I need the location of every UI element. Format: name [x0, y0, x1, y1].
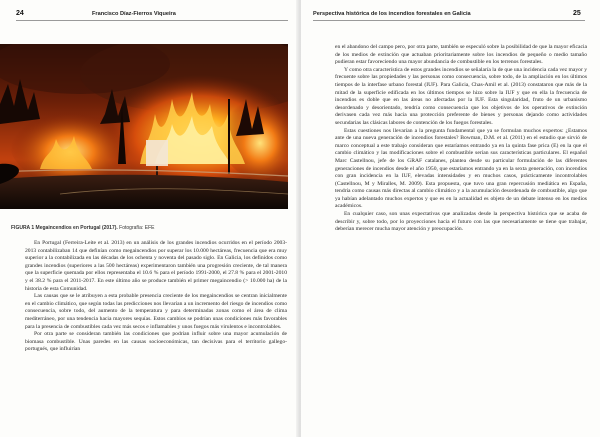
page-number-left: 24: [16, 10, 24, 17]
left-body-text: [25, 240, 287, 354]
paragraph: En Portugal (Ferreira-Leite et al. 2013) en un análisis de los grandes incendios ocurridos en el período 2003-2013 contabilizaban 14 que definían como megaincendios por superar los 10.000 hectáreas, frecuencia que era muy superior a la contabilizada en las décadas de los ochenta y noventa del pasado siglo. En Galicia, los definidos como grandes incendios (superiores a las 500 hectáreas) experimentaron también una progresión creciente, de tal manera que la superficie quemada por ellos representaba el 10.6 % para el período 1991-2000, el 27.8 % para el 2001-2010 y el 38.2 % para el 2011-2017. En este último año se produce también el primer megaincendio (> 10.000 ha) de la historia de esta Comunidad.: [25, 240, 287, 292]
running-head-left: Francisco Díaz-Fierros Viqueira: [92, 11, 176, 17]
paragraph: En cualquier caso, son unas expectativas que analizadas desde la perspectiva histórica que se acaba de describir y, sobre todo, por lo proyecciones hacia el futuro con las que necesariamente se tiene que trabajar, deberían merecer mucha mayor atención y preocupación.: [335, 211, 587, 233]
figure-caption-label: FIGURA 1 Megaincendios en Portugal (2017).: [11, 225, 118, 231]
header-rule-right: [313, 20, 585, 21]
paragraph: Y como otra característica de estos grandes incendios se señalaría la de que una incidencia cada vez mayor y frecuente sobre las propiedades y las personas como consecuencia, sobre todo, de la ampliación en los últimos tiempos de la interfase urbano forestal (IUF). Para Galicia, Chas-Amil et al. (2013) constataron que más de la mitad de la superficie edificada en los últimos tiempos se hizo sobre la IUF y que en ella la frecuencia de incendios es doble que en las áreas no afectadas por la IUF. Esta singularidad, fruto de un urbanismo desordenado y desorientado, tendría como consecuencia que los objetivos de los operativos de extinción derivasen cada vez más hacia una protección preferente de bienes y personas dejando como actividades secundarias las clásicas labores de contención de los fuegos forestales.: [335, 66, 588, 126]
running-head-right: Perspectiva histórica de los incendios forestales en Galicia: [313, 11, 471, 17]
figure-caption: [11, 225, 287, 232]
paragraph: Las causas que se le atribuyen a esta probable presencia creciente de los megaincendios se centran inicialmente en el cambio climático, que según todas las predicciones nos llevarían a un incremento del riesgo de incendios como consecuencia, sobre todo, del aumento de la temperatura y para determinadas zonas como el área de clima mediterráneo, por una tendencia hacia mayores sequías. Estos cambios se podrían unas condiciones más favorables para la presencia de combustibles cada vez más secos e inflamables y unos fuegos más virulentos e incontrolables.: [25, 293, 287, 330]
paragraph: en el abandono del campo pero, por otra parte, también se especuló sobre la posibilidad de que la mayor eficacia de los medios de extinción que actuaban prioritariamente sobre los incendios de pequeño o medio tamaño pudieran estar favoreciendo una mayor abundancia de combustible en los terrenos forestales.: [335, 44, 587, 66]
paragraph: Estas cuestiones nos llevarían a la pregunta fundamental que ya se formulan muchos expertos: ¿Estamos ante de una nueva generación de incendios forestales? Bowman, D.M. et al. (2011) en el estudio que sirvió de marco conceptual a este trabajo consideran que estaríamos entrando ya en la quinta fase prica (E) en la que el cambio climático y las modificaciones sobre el combustible serían sus características particulares. El español Marc Castellnou, jefe de los GRAF catalanes, plantea desde su particular formulación de las diferentes generaciones de incendios desde el año 1950, que estaríamos entrando ya en la sexta generación, con incendios con gran incidencia en la IUF, elevadas intensidades y en muchos casos, prácticamente incontrolables (Castellnou, M y Miralles, M. 2009). Esta propuesta, que tuvo una gran repercusión mediática en España, tendría como causas más directas al cambio climático y a la acumulación desordenada de combustible, algo que ya habían adelantado muchos expertos y que es en la actualidad es objeto de un debate intenso en los medios académicos.: [335, 127, 587, 210]
figure-caption-credit: Fotografía: EFE: [119, 225, 155, 231]
left-page: [0, 0, 299, 437]
right-body-text: [335, 44, 587, 234]
right-page: [301, 0, 600, 437]
header-rule-left: [16, 20, 288, 21]
page-number-right: 25: [573, 10, 581, 17]
paragraph: Por otra parte se consideran también las condiciones que podrían influir sobre una mayor acumulación de biomasa combustible. Unas paredes en las causas socioeconómicas, tan decisivas para el territorio gallego-portugués, que influirían: [25, 331, 287, 353]
wildfire-illustration: [0, 44, 288, 209]
wildfire-photo: [0, 44, 288, 209]
